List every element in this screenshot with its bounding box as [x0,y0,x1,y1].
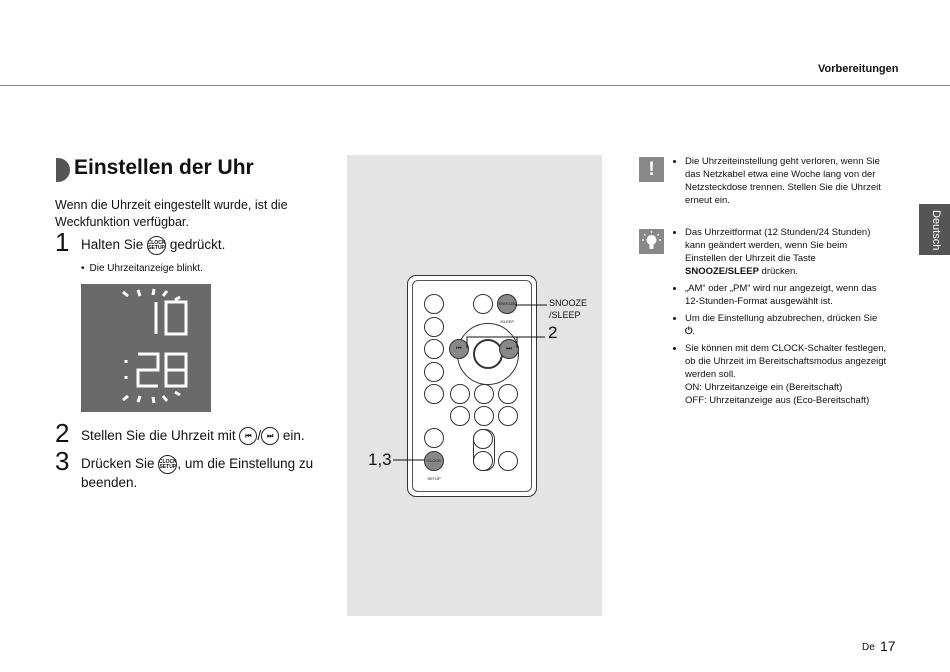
step-3-number: 3 [55,446,70,476]
snooze-sleep-button[interactable]: SNOOZE /SLEEP [497,294,517,314]
step-3-post2: beenden. [81,475,138,490]
page-number: 17 [880,638,896,654]
section-header: Vorbereitungen [818,63,899,75]
tip-item-2: • „AM“ oder „PM“ wird nur angezeigt, wenn das 12-Stunden-Format ausgewählt ist. [685,282,890,308]
tips-note [675,226,890,411]
lcd-digits [81,284,211,412]
footer-lang: De [862,642,875,653]
skip-forward-icon[interactable]: ⏭ [499,339,519,359]
step-3-text [81,455,321,492]
clock-setup-button[interactable]: CLOCK SETUP [424,451,444,471]
skip-back-icon: ⏮ [239,427,257,445]
clock-setup-icon: CLOCK SETUP [147,236,166,255]
step-1-pre: Halten Sie [81,237,144,253]
step-1-post: gedrückt. [169,237,226,253]
page-title: Einstellen der Uhr [74,156,254,179]
skip-back-icon[interactable]: ⏮ [449,339,469,359]
clock-display [81,284,211,412]
tip-item-3: • Um die Einstellung abzubrechen, drücken Sie ⏻. [685,312,890,338]
power-icon: ⏻ [685,326,693,337]
tip-item-1: • Das Uhrzeitformat (12 Stunden/24 Stunden) kann geändert werden, wenn Sie beim Einstellen der Uhrzeit die Taste SNOOZE/SLEEP drücken. [685,226,890,278]
step-2-separator: / [257,428,262,443]
warning-note [675,155,890,211]
warning-icon: ! [639,157,664,182]
language-tab: Deutsch [919,204,950,255]
header-rule [0,85,950,86]
step-1-text [81,236,225,255]
lightbulb-icon [639,229,664,254]
callout-1-3: 1,3 [368,450,392,469]
step-3-post: , um die Einstellung zu [177,456,314,472]
clock-setup-icon: CLOCK SETUP [158,455,177,474]
step-1-number: 1 [55,227,70,257]
intro-text: Wenn die Uhrzeit eingestellt wurde, ist die Weckfunktion verfügbar. [55,198,288,229]
step-1-bullet: • Die Uhrzeitanzeige blinkt. [81,262,203,275]
step-2-number: 2 [55,418,70,448]
step-2-pre: Stellen Sie die Uhrzeit mit [81,428,236,443]
tip-item-4: • Sie können mit dem CLOCK-Schalter festlegen, ob die Uhrzeit im Bereitschaftsmodus angezeigt werden soll. ON: Uhrzeitanzeige ein (Bereitschaft) OFF: Uhrzeitanzeige aus (Eco-Bereitschaft) [685,342,890,407]
step-2-text [81,427,305,445]
skip-forward-icon: ⏭ [261,427,279,445]
step-3-pre: Drücken Sie [81,456,155,472]
step-2-post: ein. [282,428,305,443]
warning-item: • Die Uhrzeiteinstellung geht verloren, wenn Sie das Netzkabel etwa eine Woche lang von der Netzsteckdose trennen. Stellen Sie die Uhrzeit erneut ein. [685,155,890,207]
title-marker [56,158,70,182]
callout-2: 2 [548,323,558,342]
snooze-label: SNOOZE /SLEEP [549,298,588,320]
